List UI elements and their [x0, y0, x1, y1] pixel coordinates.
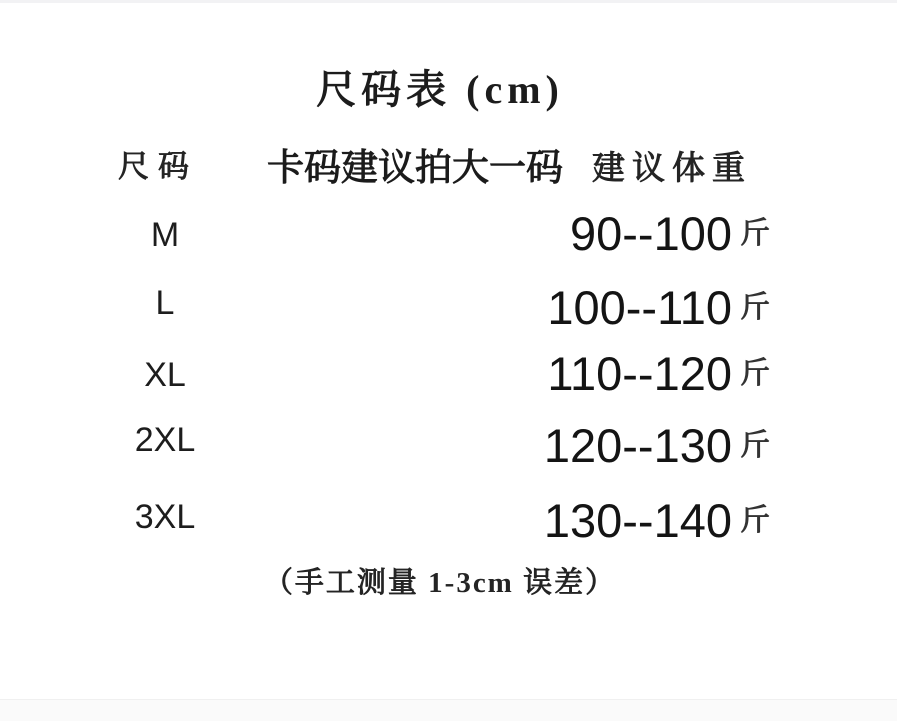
weight-value-xl	[400, 349, 770, 398]
size-label-2xl: 2XL	[134, 421, 196, 459]
weight-value-m	[400, 209, 770, 258]
size-label-m: M	[150, 216, 180, 254]
column-header-weight: 建议体重	[592, 151, 752, 187]
weight-unit: 斤	[740, 217, 770, 250]
weight-unit: 斤	[740, 291, 770, 324]
weight-unit: 斤	[740, 504, 770, 537]
column-header-advice: 卡码建议拍大一码	[267, 147, 563, 188]
measurement-tolerance-note: （手工测量 1-3cm 误差）	[263, 567, 617, 599]
weight-range: 100--110	[547, 281, 732, 334]
weight-range: 130--140	[543, 494, 732, 547]
bottom-edge-strip	[0, 699, 897, 721]
top-edge-strip	[0, 0, 897, 3]
weight-unit: 斤	[740, 429, 770, 462]
weight-value-3xl	[400, 496, 770, 545]
column-header-size: 尺码	[118, 149, 198, 184]
weight-range: 110--120	[547, 347, 732, 400]
page-title: 尺码表 (cm)	[316, 67, 564, 112]
size-label-xl: XL	[144, 356, 186, 394]
weight-range: 120--130	[543, 419, 732, 472]
size-label-l: L	[155, 284, 175, 322]
weight-range: 90--100	[570, 207, 732, 260]
weight-value-2xl	[400, 421, 770, 470]
size-label-3xl: 3XL	[134, 498, 196, 536]
weight-value-l	[400, 283, 770, 332]
weight-unit: 斤	[740, 357, 770, 390]
